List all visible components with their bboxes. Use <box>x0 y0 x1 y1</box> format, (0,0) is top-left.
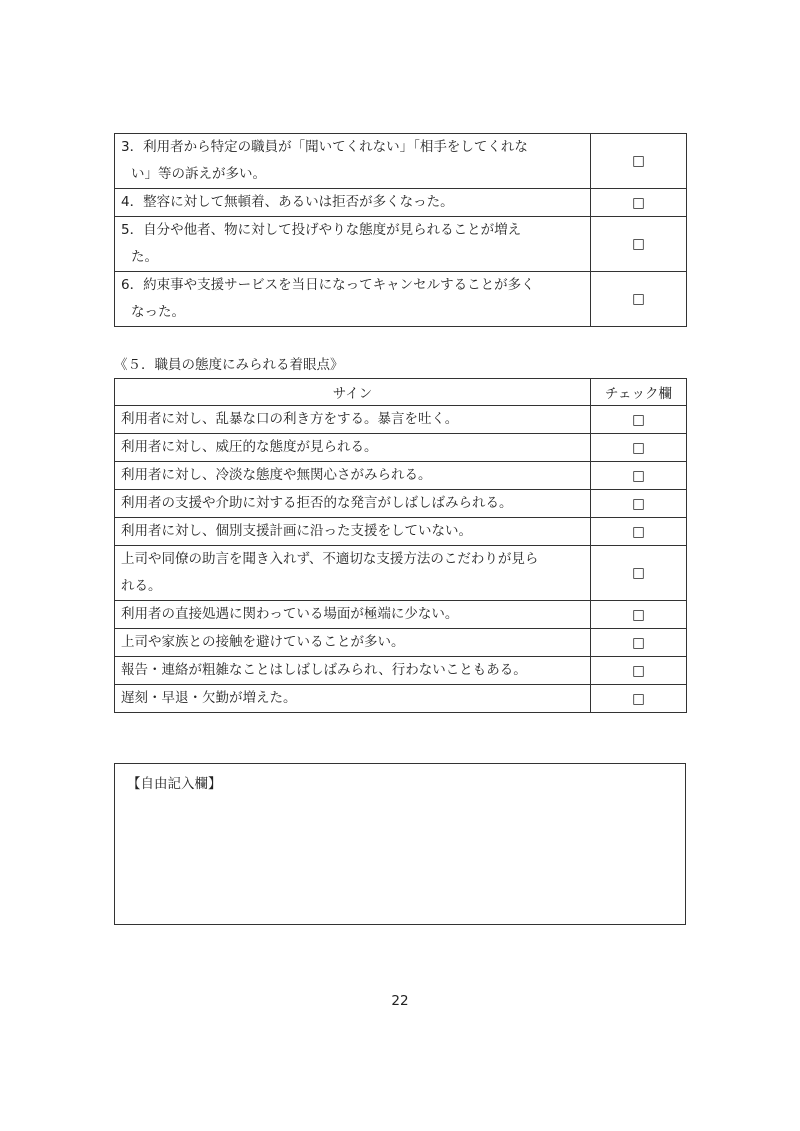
sign-cell <box>115 601 591 629</box>
check-box[interactable]: □ <box>591 490 687 518</box>
table-row <box>115 434 687 462</box>
sign-text: 遅刻・早退・欠勤が増えた。 <box>121 690 297 706</box>
check-box[interactable]: □ <box>591 462 687 490</box>
staff-attitude-checklist <box>114 378 687 713</box>
check-box[interactable]: □ <box>591 134 687 189</box>
sign-text: 利用者に対し、威圧的な態度が見られる。 <box>121 439 378 455</box>
table-header-row <box>115 379 687 406</box>
sign-text: 3．利用者から特定の職員が「聞いてくれない」「相手をしてくれな <box>121 139 528 155</box>
sign-text: 利用者の支援や介助に対する拒否的な発言がしばしばみられる。 <box>121 495 513 511</box>
check-box[interactable]: □ <box>591 629 687 657</box>
table-row <box>115 406 687 434</box>
check-box[interactable]: □ <box>591 518 687 546</box>
sign-cell <box>115 518 591 546</box>
sign-text: 利用者に対し、個別支援計画に沿った支援をしていない。 <box>121 523 472 539</box>
table-row <box>115 629 687 657</box>
sign-cell <box>115 629 591 657</box>
page-number: 22 <box>391 993 409 1009</box>
sign-text: なった。 <box>131 304 185 320</box>
table-row <box>115 272 687 327</box>
sign-cell <box>115 657 591 685</box>
sign-cell <box>115 546 591 601</box>
sign-text: 上司や同僚の助言を聞き入れず、不適切な支援方法のこだわりが見ら <box>121 551 539 567</box>
check-box[interactable]: □ <box>591 657 687 685</box>
free-entry-label: 【自由記入欄】 <box>127 776 222 792</box>
table-row <box>115 601 687 629</box>
sign-text: 上司や家族との接触を避けていることが多い。 <box>121 634 405 650</box>
sign-cell <box>115 406 591 434</box>
sign-text: た。 <box>131 249 158 265</box>
sign-cell <box>115 685 591 713</box>
sign-text: 5．自分や他者、物に対して投げやりな態度が見られることが増え <box>121 222 522 238</box>
checklist-table-continued <box>114 133 687 327</box>
sign-cell <box>115 462 591 490</box>
header-sign: サイン <box>115 379 591 406</box>
sign-text: い」等の訴えが多い。 <box>131 166 266 182</box>
check-box[interactable]: □ <box>591 685 687 713</box>
section-heading: 《５．職員の態度にみられる着眼点》 <box>114 357 344 373</box>
table-row <box>115 657 687 685</box>
sign-text: 利用者に対し、冷淡な態度や無関心さがみられる。 <box>121 467 432 483</box>
check-box[interactable]: □ <box>591 217 687 272</box>
sign-cell <box>115 272 591 327</box>
sign-text: 報告・連絡が粗雑なことはしばしばみられ、行わないこともある。 <box>121 662 527 678</box>
check-box[interactable]: □ <box>591 434 687 462</box>
sign-text: 利用者の直接処遇に関わっている場面が極端に少ない。 <box>121 606 459 622</box>
sign-cell <box>115 134 591 189</box>
check-box[interactable]: □ <box>591 272 687 327</box>
table-row <box>115 518 687 546</box>
table-row <box>115 490 687 518</box>
check-box[interactable]: □ <box>591 546 687 601</box>
table-row <box>115 189 687 217</box>
check-box[interactable]: □ <box>591 601 687 629</box>
sign-cell <box>115 490 591 518</box>
sign-text: 6．約束事や支援サービスを当日になってキャンセルすることが多く <box>121 277 535 293</box>
free-entry-box[interactable] <box>114 763 686 925</box>
table-row <box>115 462 687 490</box>
table-row <box>115 134 687 189</box>
table-row <box>115 685 687 713</box>
sign-cell <box>115 217 591 272</box>
sign-cell <box>115 434 591 462</box>
sign-text: れる。 <box>121 578 162 594</box>
table-row <box>115 217 687 272</box>
check-box[interactable]: □ <box>591 406 687 434</box>
sign-text: 4．整容に対して無頓着、あるいは拒否が多くなった。 <box>121 194 454 210</box>
table-row <box>115 546 687 601</box>
header-check: チェック欄 <box>591 379 687 406</box>
check-box[interactable]: □ <box>591 189 687 217</box>
sign-cell <box>115 189 591 217</box>
sign-text: 利用者に対し、乱暴な口の利き方をする。暴言を吐く。 <box>121 411 459 427</box>
